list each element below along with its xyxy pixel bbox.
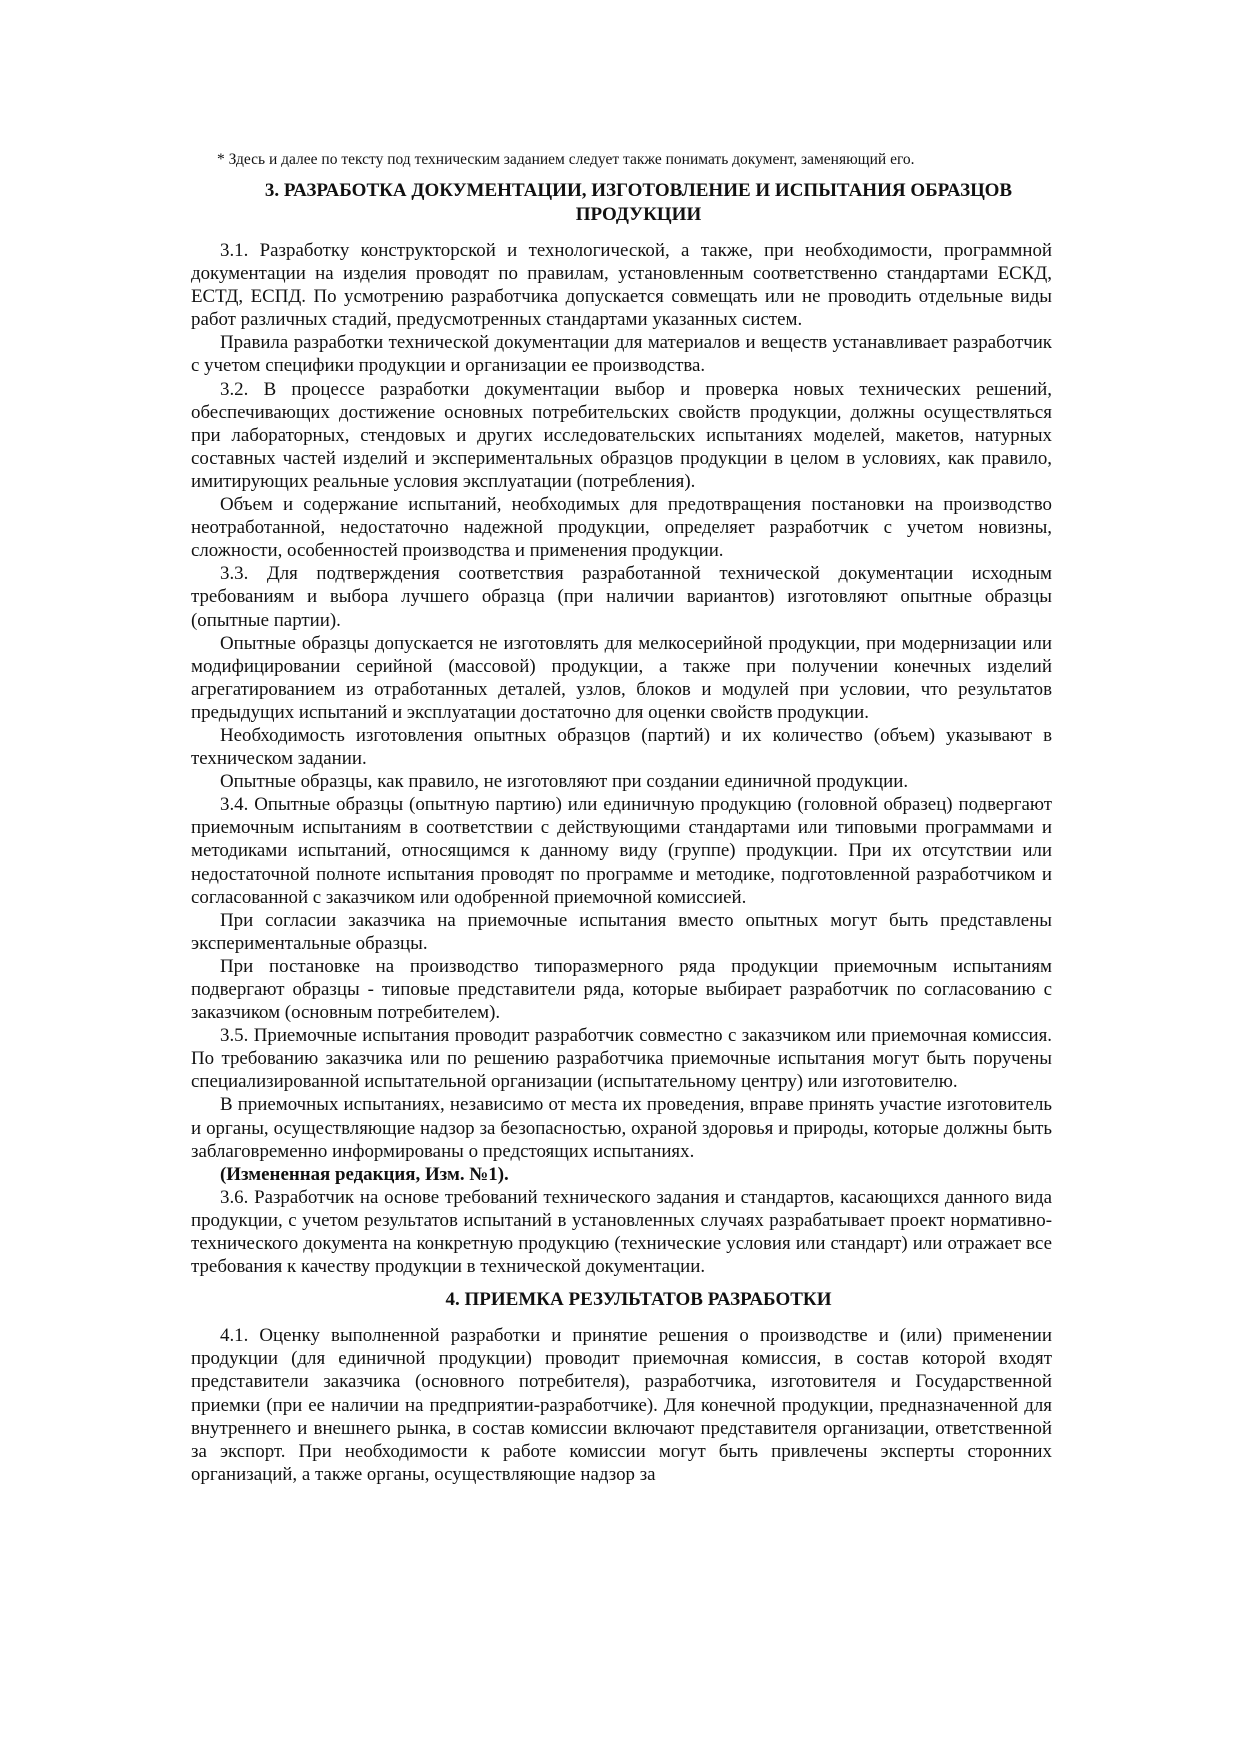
paragraph-3-5: 3.5. Приемочные испытания проводит разработчик совместно с заказчиком или приемочная комиссия. По требованию заказчика или по решению разработчика приемочные испытания могут быть поручены специализированной испытательной организации (испытательному центру) или изготовителю. bbox=[191, 1025, 1052, 1093]
amendment-note: (Измененная редакция, Изм. №1). bbox=[220, 1163, 509, 1185]
paragraph: При постановке на производство типоразмерного ряда продукции приемочным испытаниям подвергают образцы - типовые представители ряда, которые выбирает разработчик по согласованию с заказчиком (основным потребителем). bbox=[191, 955, 1052, 1024]
document-page bbox=[191, 150, 1052, 1486]
paragraph-4-1: 4.1. Оценку выполненной разработки и принятие решения о производстве и (или) применении продукции (для единичной продукции) проводит приемочная комиссия, в состав которой входят представители заказчика (основного потребителя), разработчика, изготовителя и Государственной приемки (при ее наличии на предприятии-разработчике). Для конечной продукции, предназначенной для внутреннего и внешнего рынка, в состав комиссии включают представителя организации, ответственной за экспорт. При необходимости к работе комиссии могут быть привлечены эксперты сторонних организаций, а также органы, осуществляющие надзор за bbox=[191, 1325, 1052, 1485]
paragraph: В приемочных испытаниях, независимо от места их проведения, вправе принять участие изготовитель и органы, осуществляющие надзор за безопасностью, охраной здоровья и природы, которые должны быть заблаговременно информированы о предстоящих испытаниях. bbox=[191, 1094, 1052, 1162]
paragraph-3-2: 3.2. В процессе разработки документации выбор и проверка новых технических решений, обеспечивающих достижение основных потребительских свойств продукции, должны осуществляться при лабораторных, стендовых и других исследовательских испытаниях моделей, макетов, натурных составных частей изделий и экспериментальных образцов продукции в целом в условиях, как правило, имитирующих реальные условия эксплуатации (потребления). bbox=[191, 378, 1052, 492]
paragraph: Опытные образцы, как правило, не изготовляют при создании единичной продукции. bbox=[220, 771, 909, 793]
paragraph: Опытные образцы допускается не изготовлять для мелкосерийной продукции, при модернизации или модифицировании серийной (массовой) продукции, а также при получении конечных изделий агрегатированием из отработанных деталей, узлов, блоков и модулей при условии, что результатов предыдущих испытаний и эксплуатации достаточно для оценки свойств продукции. bbox=[191, 632, 1052, 723]
paragraph-3-6: 3.6. Разработчик на основе требований технического задания и стандартов, касающихся данного вида продукции, с учетом результатов испытаний в установленных случаях разрабатывает проект нормативно-технического документа на конкретную продукцию (технические условия или стандарт) или отражает все требования к качеству продукции в технической документации. bbox=[191, 1186, 1052, 1278]
footnote: * Здесь и далее по тексту под техническим заданием следует также понимать документ, заменяющий его. bbox=[217, 151, 915, 168]
paragraph-3-1: 3.1. Разработку конструкторской и технологической, а также, при необходимости, программной документации на изделия проводят по правилам, установленным соответственно стандартами ЕСКД, ЕСТД, ЕСПД. По усмотрению разработчика допускается совмещать или не проводить отдельные виды работ различных стадий, предусмотренных стандартами указанных систем. bbox=[191, 240, 1052, 331]
paragraph: Правила разработки технической документации для материалов и веществ устанавливает разработчик с учетом специфики продукции и организации ее производства. bbox=[191, 332, 1052, 377]
section-3-heading: 3. РАЗРАБОТКА ДОКУМЕНТАЦИИ, ИЗГОТОВЛЕНИЕ И ИСПЫТАНИЯ ОБРАЗЦОВ ПРОДУКЦИИ bbox=[264, 180, 1013, 225]
paragraph-3-3: 3.3. Для подтверждения соответствия разработанной технической документации исходным требованиям и выбора лучшего образца (при наличии вариантов) изготовляют опытные образцы (опытные партии). bbox=[191, 563, 1052, 631]
paragraph: Объем и содержание испытаний, необходимых для предотвращения постановки на производство неотработанной, недостаточно надежной продукции, определяет разработчик с учетом новизны, сложности, особенностей производства и применения продукции. bbox=[191, 494, 1052, 562]
paragraph-3-4: 3.4. Опытные образцы (опытную партию) или единичную продукцию (головной образец) подвергают приемочным испытаниям в соответствии с действующими стандартами или типовыми программами и методиками испытаний, относящимся к данному виду (группе) продукции. При их отсутствии или недостаточной полноте испытания проводят по программе и методике, подготовленной разработчиком и согласованной с заказчиком или одобренной приемочной комиссией. bbox=[191, 794, 1052, 908]
paragraph: При согласии заказчика на приемочные испытания вместо опытных могут быть представлены экспериментальные образцы. bbox=[191, 909, 1052, 954]
paragraph: Необходимость изготовления опытных образцов (партий) и их количество (объем) указывают в техническом задании. bbox=[191, 724, 1052, 770]
section-4-heading: 4. ПРИЕМКА РЕЗУЛЬТАТОВ РАЗРАБОТКИ bbox=[445, 1289, 832, 1311]
